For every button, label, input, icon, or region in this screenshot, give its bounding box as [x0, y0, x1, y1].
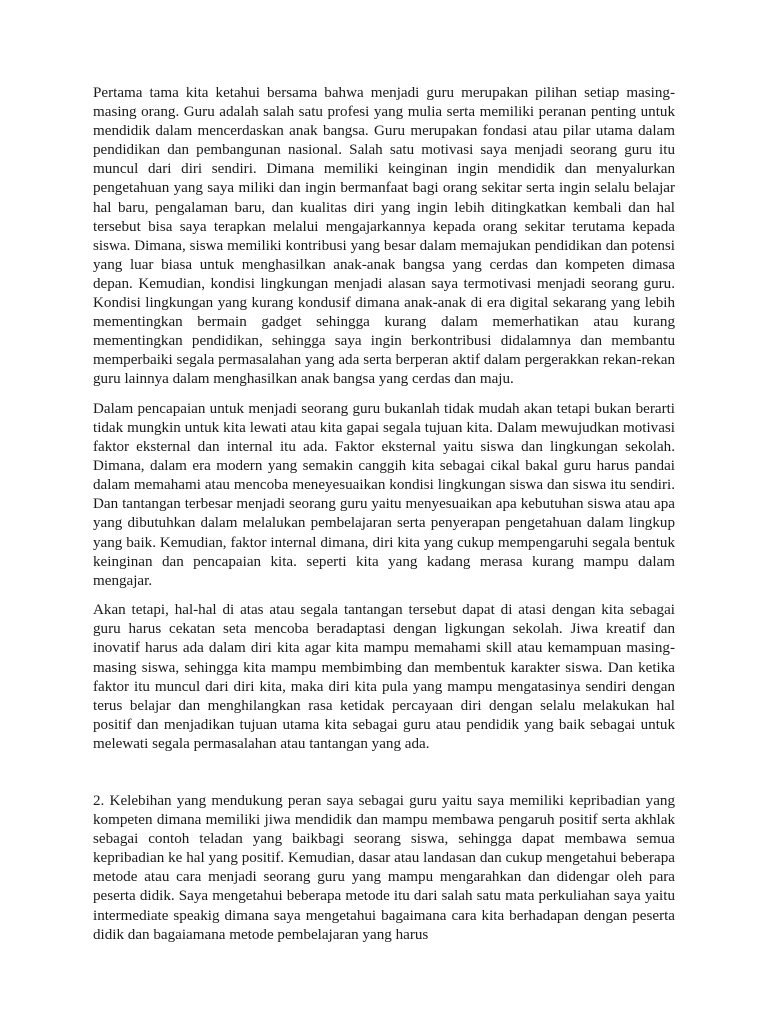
paragraph-motivation: Pertama tama kita ketahui bersama bahwa menjadi guru merupakan pilihan setiap masing-masing orang. Guru adalah salah satu profesi yang mulia serta memiliki peranan penting untuk mendidik dalam mencerdaskan anak bangsa. Guru merupakan fondasi atau pilar utama dalam pendidikan dan pembangunan nasional. Salah satu motivasi saya menjadi seorang guru itu muncul dari diri sendiri. Dimana memiliki keinginan ingin mendidik dan menyalurkan pengetahuan yang saya miliki dan ingin bermanfaat bagi orang sekitar serta ingin selalu belajar hal baru, pengalaman baru, dan kualitas diri yang ingin lebih ditingkatkan kembali dan hal tersebut bisa saya terapkan melalui mengajarkannya kepada orang sekitar terutama kepada siswa. Dimana, siswa memiliki kontribusi yang besar dalam memajukan pendidikan dan potensi yang luar biasa untuk menghasilkan anak-anak bangsa yang cerdas dan kompeten dimasa depan. Kemudian, kondisi lingkungan menjadi alasan saya termotivasi menjadi seorang guru. Kondisi lingkungan yang kurang kondusif dimana anak-anak di era digital sekarang yang lebih mementingkan bermain gadget sehingga kurang dalam memerhatikan atau kurang mementingkan pendidikan, sehingga saya ingin berkontribusi didalamnya dan membantu memperbaiki segala permasalahan yang ada serta berperan aktif dalam pergerakkan rekan-rekan guru lainnya dalam menghasilkan anak bangsa yang cerdas dan maju.: [93, 85, 675, 388]
document-body: [93, 84, 675, 945]
paragraph-solutions: Akan tetapi, hal-hal di atas atau segala tantangan tersebut dapat di atasi dengan kita sebagai guru harus cekatan seta mencoba beradaptasi dengan ligkungan sekolah. Jiwa kreatif dan inovatif harus ada dalam diri kita agar kita mampu memahami skill atau kemampuan masing-masing siswa, sehingga kita mampu membimbing dan membentuk karakter siswa. Dan ketika faktor itu muncul dari diri kita, maka diri kita pula yang mampu mengatasinya sendiri dengan terus belajar dan menghilangkan rasa ketidak percayaan diri dengan selalu melakukan hal positif dan menjadikan tujuan utama kita sebagai guru atau pendidik yang baik sebagai untuk melewati segala permasalahan atau tantangan yang ada.: [93, 602, 675, 752]
section-gap: [93, 754, 675, 792]
paragraph-strengths: 2. Kelebihan yang mendukung peran saya sebagai guru yaitu saya memiliki kepribadian yang kompeten dimana memiliki jiwa mendidik dan mampu membawa pengaruh positif serta akhlak sebagai contoh teladan yang baikbagi seorang siswa, sehingga dapat membawa semua kepribadian ke hal yang positif. Kemudian, dasar atau landasan dan cukup mengetahui beberapa metode atau cara menjadi seorang guru yang mampu mengarahkan dan didengar oleh para peserta didik. Saya mengetahui beberapa metode itu dari salah satu mata perkuliahan saya yaitu intermediate speakig dimana saya mengetahui bagaimana cara kita berhadapan dengan peserta didik dan bagaiamana metode pembelajaran yang harus: [93, 792, 675, 943]
paragraph-challenges: Dalam pencapaian untuk menjadi seorang guru bukanlah tidak mudah akan tetapi bukan berarti tidak mungkin untuk kita lewati atau kita gapai segala tujuan kita. Dalam mewujudkan motivasi faktor eksternal dan internal itu ada. Faktor eksternal yaitu siswa dan lingkungan sekolah. Dimana, dalam era modern yang semakin canggih kita sebagai cikal bakal guru harus pandai dalam memahami atau mencoba meneyesuaikan kondisi lingkungan siswa dan siswa itu sendiri. Dan tantangan terbesar menjadi seorang guru yaitu menyesuaikan apa kebutuhan siswa atau apa yang dibutuhkan dalam melalukan pembelajaran serta penyerapan pengetahuan dalam lingkup yang baik. Kemudian, faktor internal dimana, diri kita yang cukup mempengaruhi segala bentuk keinginan dan pencapaian kita. seperti kita yang kadang merasa kurang mampu dalam mengajar.: [93, 400, 675, 589]
